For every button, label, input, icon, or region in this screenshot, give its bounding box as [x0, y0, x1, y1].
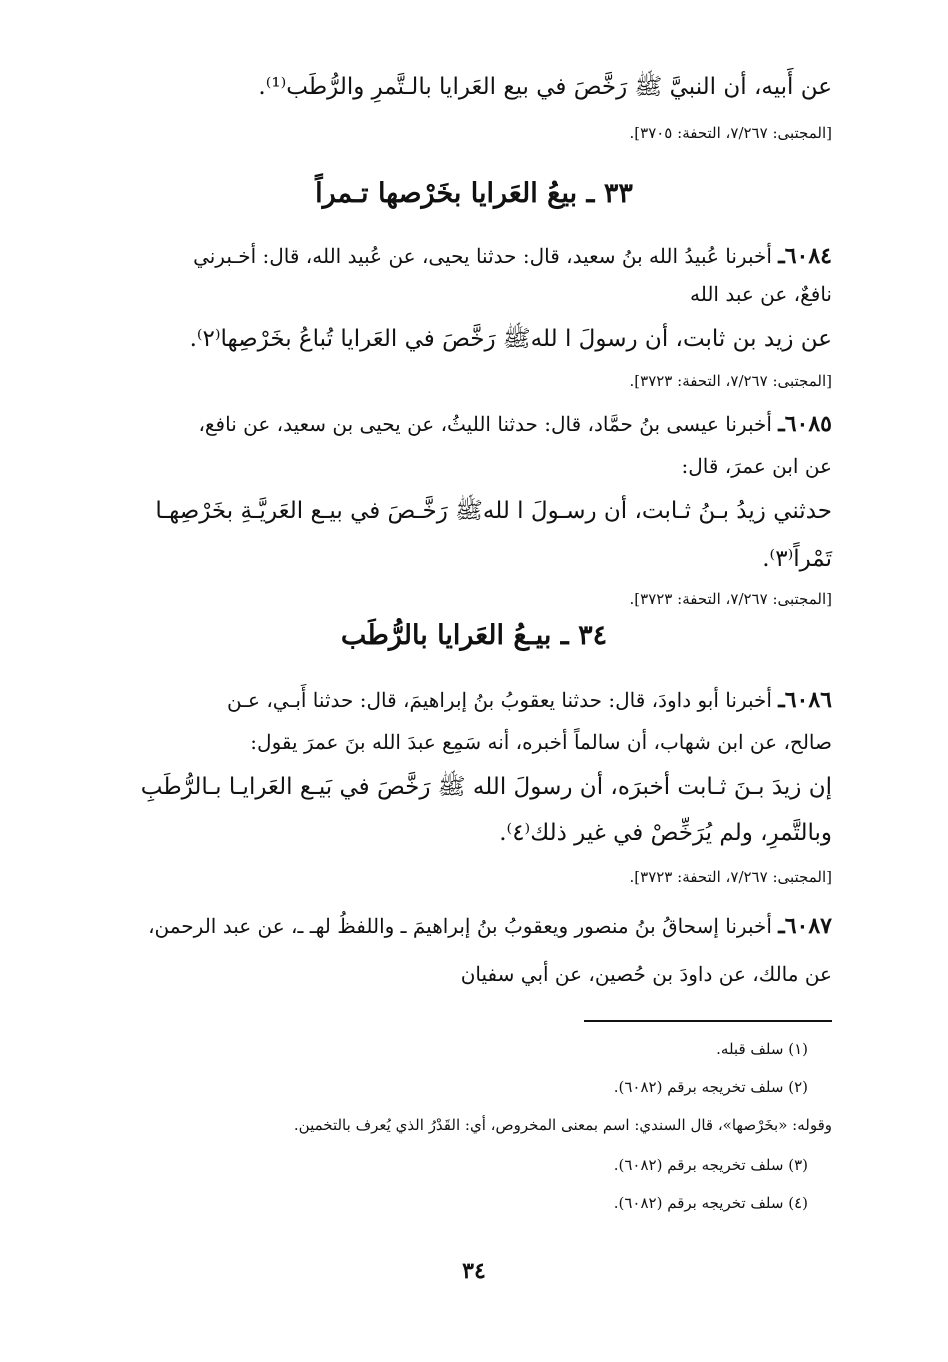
footnote-divider [584, 1020, 832, 1022]
matn-line: عن أَبيه، أن النبيَّ ﷺ رَخَّصَ في بيع العَرايا بالـتَّمرِ والرُّطَب⁽¹⁾. [258, 74, 832, 100]
reference-line: [المجتبى: ٧/٢٦٧، التحفة: ٣٧٢٣]. [629, 590, 832, 608]
section-heading-34: ٣٤ ـ بيـعُ العَرايا بالرُّطَب [340, 620, 608, 651]
page-number: ٣٤ [462, 1258, 486, 1284]
footnote: (١) سلف قبله. [716, 1040, 808, 1058]
hadith-6085-isnad [116, 408, 832, 440]
hadith-6086-isnad [116, 684, 832, 716]
footnote: وقوله: «بخَرْصها»، قال السندي: اسم بمعنى المخروص، أي: القَدْرُ الذي يُعرف بالتخمين. [293, 1116, 832, 1134]
isnad-line: صالح، عن ابن شهاب، أن سالماً أخبره، أنه سَمِع عبدَ الله بنَ عمرَ يقول: [250, 730, 832, 754]
isnad-line: عن ابن عمرَ، قال: [681, 454, 832, 478]
footnote: (٢) سلف تخريجه برقم (٦٠٨٢). [613, 1078, 808, 1096]
footnote: (٣) سلف تخريجه برقم (٦٠٨٢). [613, 1156, 808, 1174]
footnote: (٤) سلف تخريجه برقم (٦٠٨٢). [613, 1194, 808, 1212]
matn-line: عن زيد بن ثابت، أن رسولَ ا للهﷺ رَخَّصَ في العَرايا تُباعُ بخَرْصِها⁽٢⁾. [189, 326, 832, 352]
isnad-text: أخبرنا عيسى بنُ حمَّاد، قال: حدثنا الليثُ، عن يحيى بن سعيد، عن نافع، [198, 412, 772, 436]
reference-line: [المجتبى: ٧/٢٦٧، التحفة: ٣٧٢٣]. [629, 372, 832, 390]
section-heading-33: ٣٣ ـ بيعُ العَرايا بخَرْصها تـمراً [315, 178, 633, 209]
hadith-number: ٦٠٨٧ـ [778, 913, 832, 939]
isnad-text: أخبرنا عُبيدُ الله بنُ سعيد، قال: حدثنا يحيى، عن عُبيد الله، قال: أخـبرني [193, 244, 772, 268]
matn-line: وبالتَّمرِ، ولم يُرَخِّصْ في غير ذلك⁽٤⁾. [499, 820, 832, 846]
matn-line: حدثني زيدُ بـنُ ثـابت، أن رسـولَ ا للهﷺ رَخَّـصَ في بيـع العَريَّـةِ بخَرْصِهـا [155, 498, 832, 524]
hadith-6084-isnad [116, 240, 832, 272]
reference-line: [المجتبى: ٧/٢٦٧، التحفة: ٣٧٠٥]. [629, 124, 832, 142]
isnad-text: أخبرنا أبو داودَ، قال: حدثنا يعقوبُ بنُ إبراهيمَ، قال: حدثنا أَبـي، عـن [226, 688, 772, 712]
hadith-number: ٦٠٨٦ـ [778, 687, 832, 713]
isnad-line: عن مالك، عن داودَ بن حُصين، عن أبي سفيان [460, 962, 832, 986]
hadith-6087-isnad [116, 910, 832, 942]
hadith-number: ٦٠٨٥ـ [778, 411, 832, 437]
hadith-number: ٦٠٨٤ـ [778, 243, 832, 269]
matn-line: تَمْراً⁽٣⁾. [762, 546, 832, 572]
isnad-line: نافعٌ، عن عبد الله [689, 282, 832, 306]
isnad-text: أخبرنا إسحاقُ بنُ منصور ويعقوبُ بنُ إبراهيمَ ـ واللفظُ لهـ ـ، عن عبد الرحمن، [148, 914, 772, 938]
reference-line: [المجتبى: ٧/٢٦٧، التحفة: ٣٧٢٣]. [629, 868, 832, 886]
matn-line: إن زيدَ بـنَ ثـابت أخبرَه، أن رسولَ الله ﷺ رَخَّصَ في بَيـع العَرايـا بـالرُّطَبِ [140, 774, 832, 800]
